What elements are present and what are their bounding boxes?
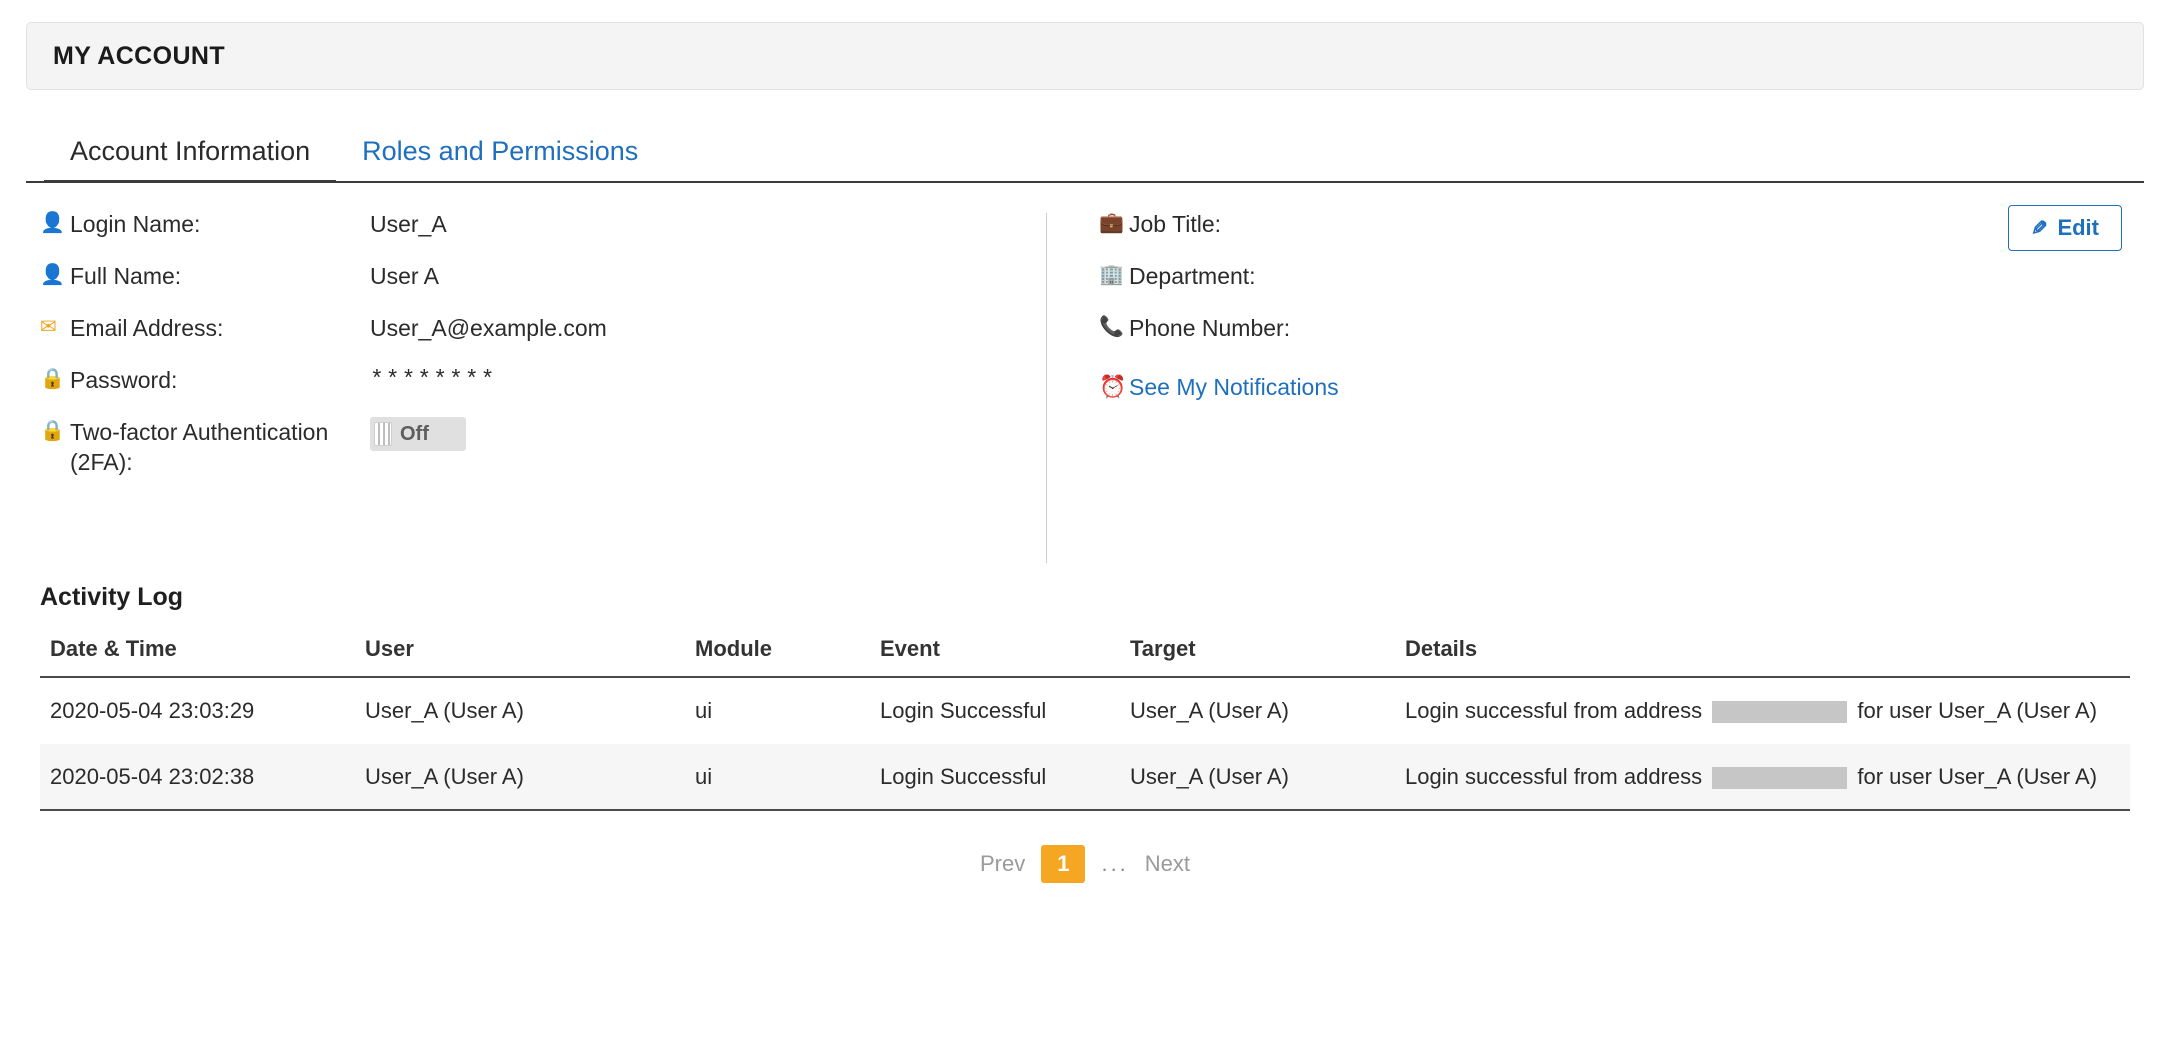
pagination-page-1[interactable]: 1 xyxy=(1041,845,1085,883)
column-header-target: Target xyxy=(1120,630,1395,677)
column-header-details: Details xyxy=(1395,630,2130,677)
field-password-label: Password: xyxy=(70,367,178,393)
table-row xyxy=(40,744,2130,811)
building-icon: 🏢 xyxy=(1099,264,1124,286)
field-password-value: ******** xyxy=(370,367,497,393)
cell-details-suffix: for user User_A (User A) xyxy=(1857,698,2098,723)
cell-user: User_A (User A) xyxy=(365,698,524,723)
alarm-clock-icon: ⏰ xyxy=(1099,374,1127,399)
edit-button[interactable] xyxy=(2008,205,2122,251)
column-header-event: Event xyxy=(870,630,1120,677)
page-title: MY ACCOUNT xyxy=(53,41,226,70)
cell-event: Login Successful xyxy=(870,744,1120,811)
column-header-module: Module xyxy=(685,630,870,677)
field-phone-number-label: Phone Number: xyxy=(1129,315,1291,341)
tab-roles-and-permissions[interactable] xyxy=(336,130,664,181)
two-factor-toggle[interactable] xyxy=(370,417,466,451)
field-job-title-label: Job Title: xyxy=(1129,211,1222,237)
cell-details-suffix: for user User_A (User A) xyxy=(1857,763,2098,789)
lock-icon: 🔒 xyxy=(40,368,65,390)
field-login-name xyxy=(40,209,1046,243)
field-password xyxy=(40,365,1046,399)
field-two-factor-authentication-label: Two-factor Authentication (2FA): xyxy=(70,419,329,475)
cell-module: ui xyxy=(685,744,870,811)
cell-details xyxy=(1395,677,2130,744)
cell-date-time: 2020-05-04 23:02:38 xyxy=(40,744,355,811)
cell-date-time: 2020-05-04 23:03:29 xyxy=(50,698,255,723)
account-info-left-column xyxy=(26,209,1046,573)
field-phone-number xyxy=(1099,313,2144,347)
tab-bar xyxy=(26,130,2144,183)
field-full-name-label: Full Name: xyxy=(70,263,182,289)
pagination-next-button[interactable]: Next xyxy=(1144,851,1191,877)
field-department xyxy=(1099,261,2144,295)
cell-event: Login Successful xyxy=(880,698,1047,723)
field-full-name-value: User A xyxy=(370,263,440,289)
column-header-date-time: Date & Time xyxy=(40,630,355,677)
tab-account-information[interactable] xyxy=(44,130,336,181)
table-row xyxy=(40,677,2130,744)
page-header xyxy=(26,22,2144,90)
pagination-prev-button[interactable]: Prev xyxy=(979,851,1026,877)
activity-log-table xyxy=(40,630,2130,811)
cell-details-prefix: Login successful from address xyxy=(1405,698,1703,723)
two-factor-toggle-state: Off xyxy=(400,422,429,445)
column-header-user: User xyxy=(355,630,685,677)
field-two-factor-authentication xyxy=(40,417,1046,477)
table-header-row xyxy=(40,630,2130,677)
field-email-address-value: User_A@example.com xyxy=(370,315,607,341)
pagination-ellipsis: ... xyxy=(1101,851,1129,877)
field-department-label: Department: xyxy=(1129,263,1256,289)
cell-module: ui xyxy=(695,698,713,723)
cell-details-prefix: Login successful from address xyxy=(1405,763,1703,789)
activity-log-title: Activity Log xyxy=(40,583,184,611)
cell-target: User_A (User A) xyxy=(1120,744,1395,811)
envelope-icon: ✉ xyxy=(40,316,57,338)
redacted-ip-address xyxy=(1712,701,1847,723)
field-email-address xyxy=(40,313,1046,347)
pagination xyxy=(26,845,2144,883)
edit-button-label: Edit xyxy=(2057,215,2099,240)
field-email-address-label: Email Address: xyxy=(70,315,224,341)
field-login-name-label: Login Name: xyxy=(70,211,201,237)
account-info-right-column xyxy=(1047,209,2144,573)
lock-icon: 🔒 xyxy=(40,420,65,442)
toggle-grip-icon xyxy=(374,422,392,446)
pencil-icon: ✎ xyxy=(2030,217,2048,240)
cell-target: User_A (User A) xyxy=(1130,698,1289,723)
cell-details xyxy=(1395,744,2130,811)
field-full-name xyxy=(40,261,1046,295)
user-icon: 👤 xyxy=(40,212,65,234)
field-login-name-value: User_A xyxy=(370,211,447,237)
briefcase-icon: 💼 xyxy=(1099,212,1124,234)
account-info-section xyxy=(26,209,2144,573)
see-my-notifications-row[interactable] xyxy=(1099,373,2144,401)
cell-user: User_A (User A) xyxy=(355,744,685,811)
user-icon: 👤 xyxy=(40,264,65,286)
see-my-notifications-link[interactable]: See My Notifications xyxy=(1129,373,1339,400)
tab-account-information-label: Account Information xyxy=(70,136,311,166)
phone-icon: 📞 xyxy=(1099,316,1124,338)
tab-roles-and-permissions-label: Roles and Permissions xyxy=(362,136,639,166)
field-job-title xyxy=(1099,209,2144,243)
redacted-ip-address xyxy=(1712,767,1847,789)
